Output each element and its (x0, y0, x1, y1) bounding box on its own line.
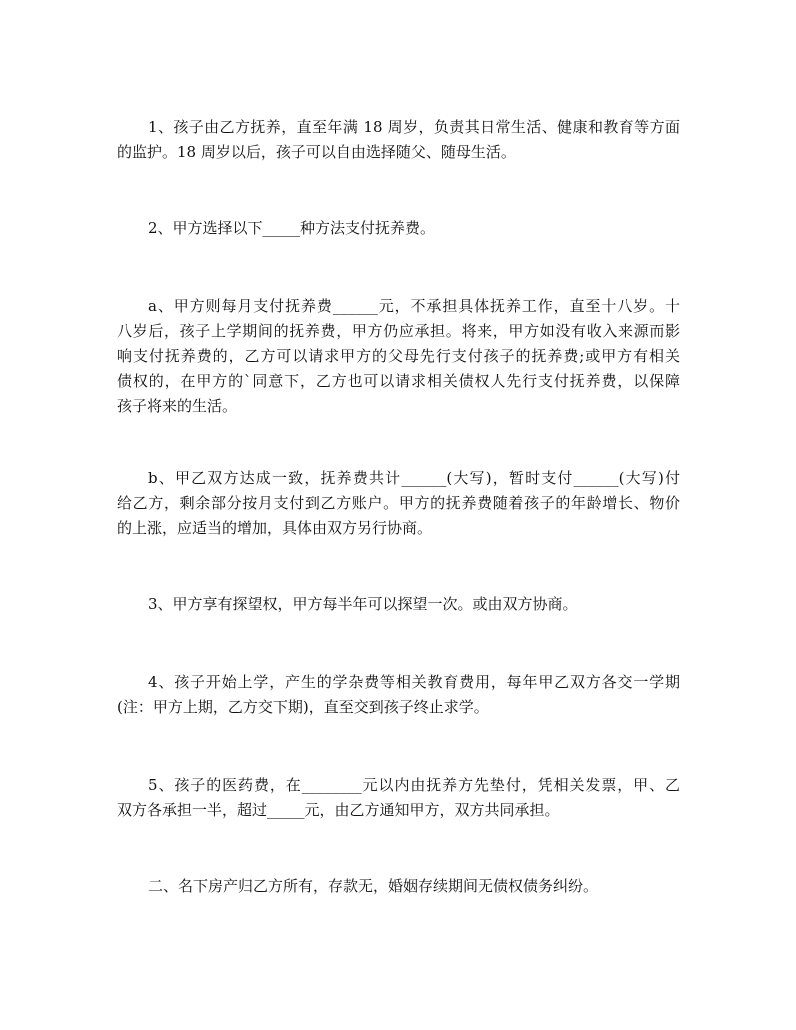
paragraph-clause-2-payment-method (117, 216, 680, 241)
text-line: 1、孩子由乙方抚养，直至年满 18 周岁，负责其日常生活、健康和教育等方面 (148, 118, 680, 136)
paragraph-clause-3-visitation (117, 592, 680, 617)
text-line: 4、孩子开始上学，产生的学杂费等相关教育费用，每年甲乙双方各交一学期 (148, 673, 680, 691)
text-line: 2、甲方选择以下_____种方法支付抚养费。 (148, 219, 436, 237)
paragraph-clause-5-medical-fees (117, 773, 680, 823)
paragraph-option-b-lump-sum (117, 466, 680, 541)
text-line: (注：甲方上期，乙方交下期)，直至交到孩子终止求学。 (117, 698, 489, 716)
text-line: 孩子将来的生活。 (117, 397, 238, 415)
text-line: 债权的，在甲方的`同意下，乙方也可以请求相关债权人先行支付抚养费，以保障 (117, 372, 680, 390)
paragraph-clause-1-custody (117, 115, 680, 165)
text-line: 八岁后，孩子上学期间的抚养费，甲方仍应承担。将来，甲方如没有收入来源而影 (117, 322, 680, 340)
text-line: 给乙方，剩余部分按月支付到乙方账户。甲方的抚养费随着孩子的年龄增长、物价 (117, 494, 680, 512)
paragraph-option-a-monthly-payment (117, 294, 680, 419)
text-line: a、甲方则每月支付抚养费______元，不承担具体抚养工作，直至十八岁。十 (148, 297, 680, 315)
text-line: b、甲乙双方达成一致，抚养费共计______(大写)，暂时支付______(大写)付 (148, 469, 680, 487)
text-line: 3、甲方享有探望权，甲方每半年可以探望一次。或由双方协商。 (148, 595, 578, 613)
text-line: 5、孩子的医药费，在________元以内由抚养方先垫付，凭相关发票，甲、乙 (148, 776, 680, 794)
paragraph-clause-4-education-fees (117, 670, 680, 720)
paragraph-section-2-property (117, 874, 680, 899)
text-line: 响支付抚养费的，乙方可以请求甲方的父母先行支付孩子的抚养费;或甲方有相关 (117, 347, 680, 365)
text-line: 的监护。18 周岁以后，孩子可以自由选择随父、随母生活。 (117, 143, 516, 161)
text-line: 二、名下房产归乙方所有，存款无，婚姻存续期间无债权债务纠纷。 (148, 877, 599, 895)
text-line: 的上涨，应适当的增加，具体由双方另行协商。 (117, 519, 433, 537)
text-line: 双方各承担一半，超过_____元，由乙方通知甲方，双方共同承担。 (117, 801, 560, 819)
